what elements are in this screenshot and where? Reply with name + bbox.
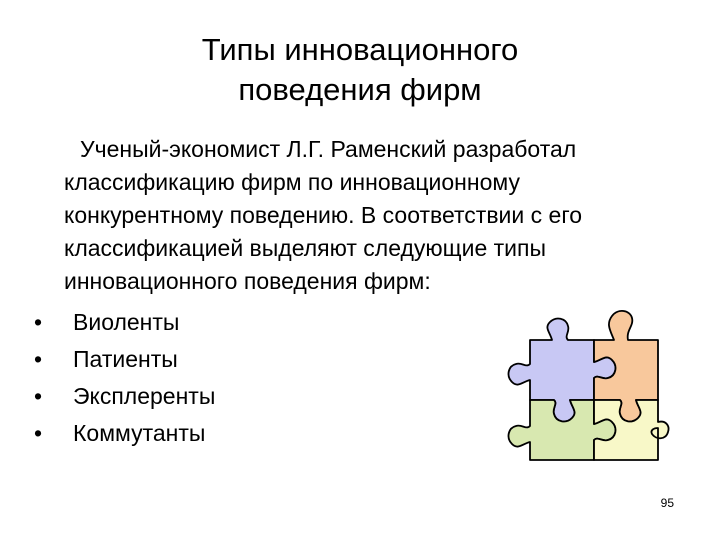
bullet-icon: •: [34, 346, 43, 372]
bullet-icon: •: [34, 383, 43, 409]
intro-paragraph-text: Ученый-экономист Л.Г. Раменский разработал классификацию фирм по инновационному конкурентному поведению. В соответствии с его классификацией выделяют следующие типы инновационного поведения фирм:: [64, 136, 582, 294]
bullet-icon: •: [34, 420, 43, 446]
puzzle-pieces-icon: [502, 300, 670, 470]
intro-paragraph: [64, 133, 684, 298]
list-item-label: Коммутанты: [73, 420, 206, 446]
page-number: 95: [660, 496, 674, 510]
title-line-1: Типы инновационного: [201, 32, 519, 67]
list-item-label: Патиенты: [73, 346, 178, 372]
list-item-label: Виоленты: [73, 309, 180, 335]
list-item-label: Эксплеренты: [73, 383, 216, 409]
bullet-icon: •: [34, 309, 43, 335]
title-line-2: поведения фирм: [238, 72, 482, 107]
slide-title: [0, 30, 720, 110]
